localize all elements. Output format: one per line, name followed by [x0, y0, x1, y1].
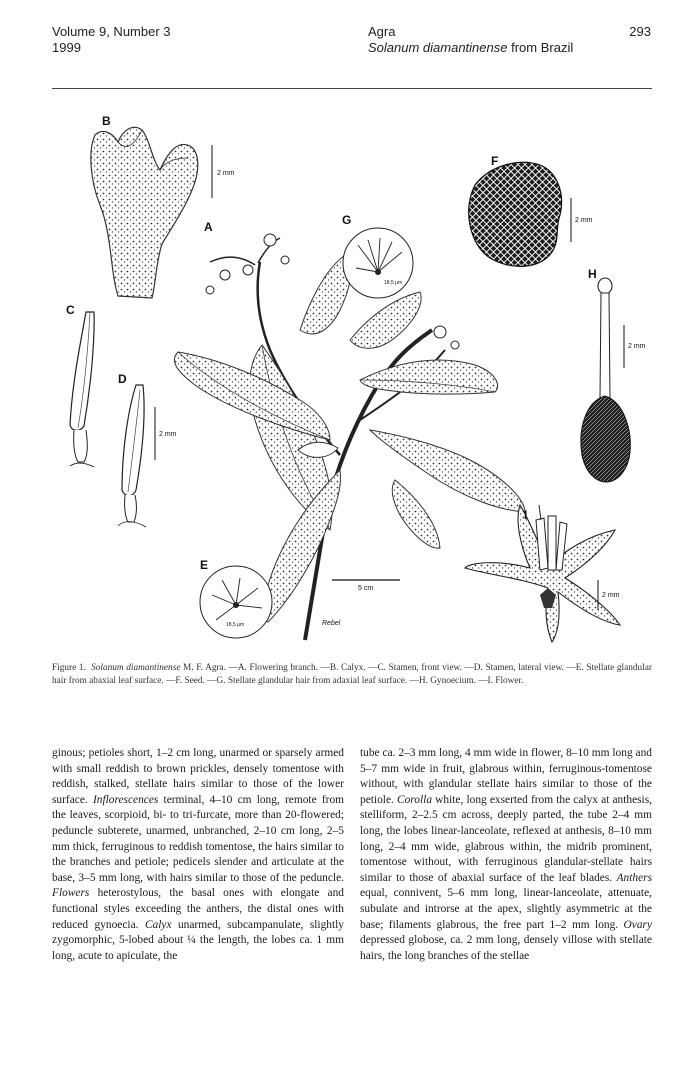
panel-e-stellate-hair: [200, 558, 272, 638]
stamen-scale-label: 2 mm: [159, 431, 177, 438]
panel-c-stamen-front: [66, 303, 94, 467]
flower-bud: [264, 234, 276, 246]
journal-name: Agra: [368, 24, 396, 39]
publication-year: 1999: [52, 40, 81, 55]
gynoecium-scale-label: 2 mm: [628, 343, 646, 350]
filament-lateral: [125, 495, 137, 522]
leaf: [392, 480, 440, 548]
panel-label-e: E: [200, 558, 209, 572]
hair-g-circle: [343, 228, 413, 298]
filament-front: [74, 430, 88, 462]
caption-text: M. F. Agra. —A. Flowering branch. —B. Calyx. —C. Stamen, front view. —D. Stamen, lateral view. —E. Stellate glandular hair from abaxial leaf surface. —F. Seed. —G. Stellate glandular hair from adaxial leaf surface. —H. Gynoecium. —I. Flower.: [52, 663, 652, 686]
term-corolla: Corolla: [397, 793, 433, 806]
page-number: 293: [629, 24, 651, 39]
caption-species: Solanum diamantinense: [91, 663, 181, 673]
panel-label-c: C: [66, 303, 75, 317]
flower-bud: [434, 326, 446, 338]
left-paragraph-calyx: unarmed, subcampanulate, slightly zygomorphic, 5-lobed about ¼ the length, the lobes ca. 1 mm long, acute to apiculate, the: [52, 918, 344, 962]
style: [539, 505, 541, 520]
seed-scale-label: 2 mm: [575, 217, 593, 224]
right-paragraph-calyx-tube: tube ca. 2–3 mm long, 4 mm wide in flower, 8–10 mm long and 5–7 mm wide in fruit, glabrous within, ferruginous-tomentose without, with glandular stellate hairs similar to those of the petiole.: [360, 747, 652, 806]
calyx-scale-label: 2 mm: [217, 170, 235, 177]
flower-bud: [281, 256, 289, 264]
panel-g-stellate-hair: [342, 213, 413, 298]
anther-front: [70, 312, 94, 430]
hair-g-scale-label: 18,5 μm: [384, 280, 403, 286]
flower-bud: [206, 286, 214, 294]
seed-shape: [469, 162, 562, 266]
panel-label-d: D: [118, 372, 127, 386]
panel-d-stamen-lateral: [118, 372, 177, 527]
panel-label-f: F: [491, 154, 499, 168]
term-ovary: Ovary: [623, 918, 652, 931]
term-anthers: Anthers: [616, 871, 652, 884]
leaf: [350, 292, 421, 348]
hair-e-base: [233, 602, 239, 608]
volume-number: Volume 9, Number 3: [52, 24, 171, 39]
term-flowers: Flowers: [52, 887, 90, 900]
inflorescence-axis: [210, 257, 255, 265]
left-paragraph-inflorescences: terminal, 4–10 cm long, remote from the leaves, scorpioid, bi- to tri-furcate, more than 20-flowered; peduncle subterete, unarmed, unbranched, 2–10 cm long, 2–5 mm thick, ferruginous to reddish tomentose, the hairs similar to the branches and petiole; pedicels slender and articulate at the base, 3–5 mm long, with hairs similar to those of the peduncle.: [52, 793, 345, 884]
hair-g-base: [375, 269, 381, 275]
panel-label-g: G: [342, 213, 352, 227]
flower-bud: [243, 265, 253, 275]
panel-label-b: B: [102, 114, 111, 128]
panel-b-calyx: [91, 114, 235, 298]
right-paragraph-anthers: equal, connivent, 5–6 mm long, linear-lanceolate, attenuate, subulate and introrse at the apex, slightly asymmetric at the base; filaments glabrous, the free part 1–2 mm long.: [360, 887, 652, 931]
anther-lateral: [122, 385, 144, 496]
right-paragraph-corolla: white, long exserted from the calyx at anthesis, stelliform, 2–2.5 cm across, deeply parted, the tube 2–4 mm long, the lobes linear-lanceolate, reflexed at anthesis, 8–10 mm long, 2–4 mm wide, glabrous within, the midrib prominent, tomentose without, with ferruginous glandular-stellate hairs similar to those of abaxial surface of the leaf blades.: [360, 793, 653, 884]
flower-scale-label: 2 mm: [602, 592, 620, 599]
body-column-right: [360, 746, 652, 964]
panel-label-h: H: [588, 267, 597, 281]
style: [600, 293, 610, 398]
illustrator-signature: Rebel: [322, 620, 341, 627]
short-title-rest: from Brazil: [507, 40, 574, 55]
panel-h-gynoecium: [581, 267, 646, 482]
figure-caption: [52, 662, 652, 688]
left-paragraph-petioles: ginous; petioles short, 1–2 cm long, unarmed or sparsely armed with small reddish to brown prickles, densely tomentose with reddish, stalked, stellate hairs similar to those of the lower surface.: [52, 747, 344, 806]
flower-bud: [451, 341, 459, 349]
caption-lead: Figure 1.: [52, 663, 86, 673]
panel-label-a: A: [204, 220, 213, 234]
calyx-shape: [91, 127, 198, 298]
short-title-species: Solanum diamantinense: [368, 40, 508, 55]
hair-e-scale-label: 18,5 μm: [226, 622, 245, 628]
body-column-left: [52, 746, 344, 964]
stigma: [598, 278, 612, 294]
filament-base: [70, 463, 94, 467]
ovary: [581, 396, 630, 482]
anther: [548, 516, 556, 570]
flower-bud: [220, 270, 230, 280]
panel-f-seed: [469, 154, 593, 266]
right-paragraph-ovary: depressed globose, ca. 2 mm long, densely villose with stellate hairs, the long branches of the stellae: [360, 934, 652, 962]
left-paragraph-flowers: heterostylous, the basal ones with elongate and functional styles exceeding the anthers, the distal ones with reduced gynoecia.: [52, 887, 344, 931]
panel-i-flower: [465, 505, 620, 642]
panel-label-i: I: [524, 508, 528, 522]
term-calyx: Calyx: [144, 918, 172, 931]
branch-scale-label: 5 cm: [358, 585, 374, 592]
term-inflorescences: Inflorescences: [92, 793, 159, 806]
